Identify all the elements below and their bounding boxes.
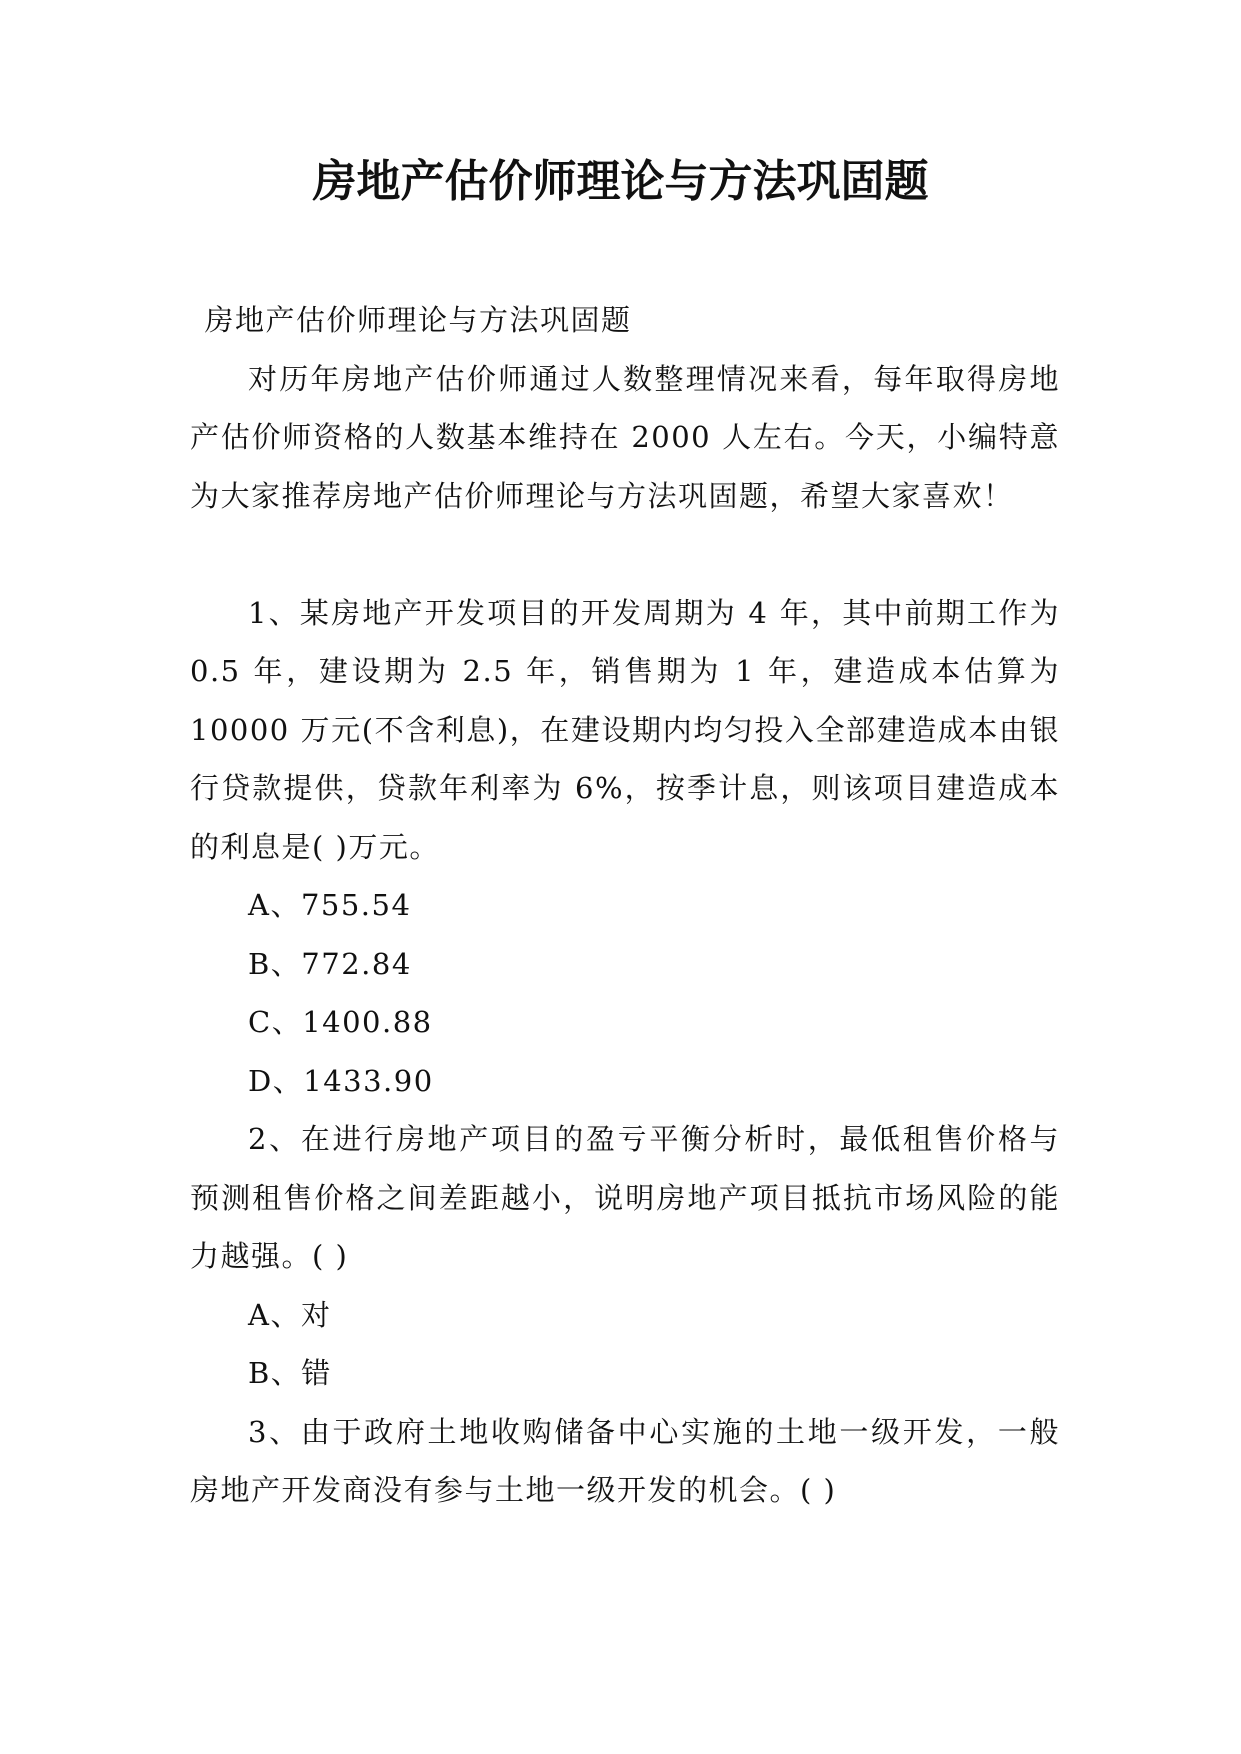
intro-paragraph: 对历年房地产估价师通过人数整理情况来看，每年取得房地产估价师资格的人数基本维持在 2000 人左右。今天，小编特意为大家推荐房地产估价师理论与方法巩固题，希望大家喜欢！: [190, 361, 1060, 513]
question-1-option-c: C、1400.88: [248, 1005, 433, 1039]
document-subtitle: 房地产估价师理论与方法巩固题: [204, 303, 632, 337]
question-2-option-b: B、错: [248, 1356, 332, 1390]
document-title: 房地产估价师理论与方法巩固题: [312, 156, 929, 207]
document-body: [190, 291, 1060, 1520]
paragraph-spacer: [190, 525, 1060, 584]
question-1-text: 1、某房地产开发项目的开发周期为 4 年，其中前期工作为 0.5 年，建设期为 2.5 年，销售期为 1 年，建造成本估算为 10000 万元(不含利息)，在建设期内均匀投入全部建造成本由银行贷款提供，贷款年利率为 6%，按季计息，则该项目建造成本的利息是( )万元。: [190, 595, 1060, 864]
question-1-option-a: A、755.54: [248, 888, 412, 922]
question-2-option-a: A、对: [248, 1297, 332, 1332]
question-1-option-d: D、1433.90: [248, 1063, 434, 1098]
question-3-text: 3、由于政府土地收购储备中心实施的土地一级开发，一般房地产开发商没有参与土地一级开发的机会。( ): [190, 1414, 1060, 1507]
question-2-text: 2、在进行房地产项目的盈亏平衡分析时，最低租售价格与预测租售价格之间差距越小，说明房地产项目抵抗市场风险的能力越强。( ): [190, 1122, 1060, 1273]
question-1-option-b: B、772.84: [248, 946, 412, 981]
